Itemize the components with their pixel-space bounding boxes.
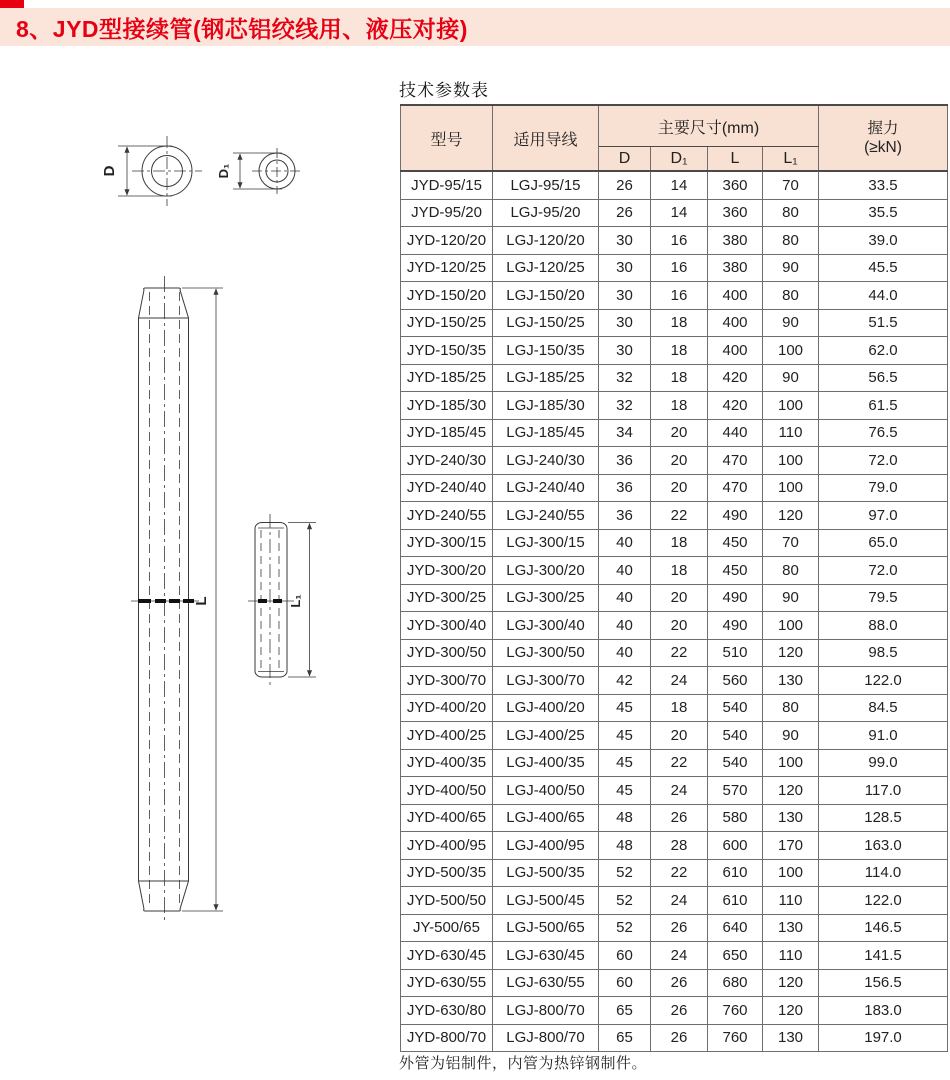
table-cell: LGJ-185/25 bbox=[493, 364, 599, 392]
header-sub-d: D bbox=[599, 147, 651, 172]
table-cell: LGJ-630/55 bbox=[493, 969, 599, 997]
table-cell: 30 bbox=[599, 337, 651, 365]
table-cell: LGJ-95/15 bbox=[493, 171, 599, 199]
table-cell: 80 bbox=[763, 282, 819, 310]
table-cell: 36 bbox=[599, 447, 651, 475]
table-cell: 20 bbox=[651, 584, 708, 612]
table-cell: JYD-630/80 bbox=[401, 997, 493, 1025]
table-cell: 114.0 bbox=[819, 859, 948, 887]
table-cell: 80 bbox=[763, 199, 819, 227]
table-cell: LGJ-400/95 bbox=[493, 832, 599, 860]
table-cell: 110 bbox=[763, 887, 819, 915]
table-cell: LGJ-800/70 bbox=[493, 1024, 599, 1052]
table-cell: 100 bbox=[763, 474, 819, 502]
table-cell: 39.0 bbox=[819, 227, 948, 255]
table-cell: 33.5 bbox=[819, 171, 948, 199]
table-cell: 183.0 bbox=[819, 997, 948, 1025]
table-row bbox=[401, 337, 948, 365]
table-cell: JYD-400/50 bbox=[401, 777, 493, 805]
table-cell: 26 bbox=[651, 997, 708, 1025]
table-cell: 16 bbox=[651, 282, 708, 310]
table-cell: 122.0 bbox=[819, 667, 948, 695]
table-cell: 100 bbox=[763, 859, 819, 887]
table-row bbox=[401, 804, 948, 832]
table-cell: 170 bbox=[763, 832, 819, 860]
table-cell: 360 bbox=[708, 199, 763, 227]
table-row bbox=[401, 309, 948, 337]
table-cell: JYD-400/95 bbox=[401, 832, 493, 860]
table-cell: 380 bbox=[708, 227, 763, 255]
table-cell: 97.0 bbox=[819, 502, 948, 530]
table-cell: LGJ-400/20 bbox=[493, 694, 599, 722]
table-cell: 70 bbox=[763, 529, 819, 557]
table-cell: JYD-185/30 bbox=[401, 392, 493, 420]
table-cell: LGJ-300/70 bbox=[493, 667, 599, 695]
table-cell: LGJ-500/35 bbox=[493, 859, 599, 887]
table-cell: 79.0 bbox=[819, 474, 948, 502]
table-cell: 680 bbox=[708, 969, 763, 997]
table-cell: 490 bbox=[708, 612, 763, 640]
table-cell: JYD-500/50 bbox=[401, 887, 493, 915]
table-cell: JYD-240/40 bbox=[401, 474, 493, 502]
table-cell: LGJ-120/25 bbox=[493, 254, 599, 282]
table-cell: 400 bbox=[708, 282, 763, 310]
table-row bbox=[401, 749, 948, 777]
header-sub-l1: L₁ bbox=[763, 147, 819, 172]
dimension-label-d: D bbox=[101, 165, 118, 177]
table-row bbox=[401, 419, 948, 447]
table-cell: LGJ-400/50 bbox=[493, 777, 599, 805]
table-cell: 470 bbox=[708, 447, 763, 475]
table-row bbox=[401, 474, 948, 502]
dimension-label-l1: L₁ bbox=[288, 594, 303, 608]
table-cell: LGJ-185/45 bbox=[493, 419, 599, 447]
table-cell: 26 bbox=[651, 914, 708, 942]
table-cell: 44.0 bbox=[819, 282, 948, 310]
table-cell: 65 bbox=[599, 997, 651, 1025]
table-row bbox=[401, 639, 948, 667]
table-row bbox=[401, 914, 948, 942]
table-cell: 110 bbox=[763, 942, 819, 970]
table-body bbox=[401, 171, 948, 1052]
table-cell: 540 bbox=[708, 694, 763, 722]
table-cell: 60 bbox=[599, 942, 651, 970]
table-cell: 98.5 bbox=[819, 639, 948, 667]
table-cell: LGJ-120/20 bbox=[493, 227, 599, 255]
table-caption: 技术参数表 bbox=[399, 81, 489, 100]
table-row bbox=[401, 282, 948, 310]
table-cell: 120 bbox=[763, 502, 819, 530]
table-cell: 90 bbox=[763, 722, 819, 750]
table-cell: 40 bbox=[599, 529, 651, 557]
table-cell: 90 bbox=[763, 309, 819, 337]
table-cell: 610 bbox=[708, 887, 763, 915]
table-cell: 32 bbox=[599, 392, 651, 420]
technical-drawing bbox=[0, 0, 400, 960]
table-cell: LGJ-800/70 bbox=[493, 997, 599, 1025]
table-cell: 36 bbox=[599, 502, 651, 530]
header-sub-l: L bbox=[708, 147, 763, 172]
table-cell: 100 bbox=[763, 612, 819, 640]
table-cell: 91.0 bbox=[819, 722, 948, 750]
table-cell: LGJ-300/20 bbox=[493, 557, 599, 585]
table-cell: 79.5 bbox=[819, 584, 948, 612]
table-cell: 490 bbox=[708, 584, 763, 612]
table-cell: 48 bbox=[599, 804, 651, 832]
table-cell: 72.0 bbox=[819, 557, 948, 585]
table-cell: JYD-500/35 bbox=[401, 859, 493, 887]
table-cell: JYD-120/20 bbox=[401, 227, 493, 255]
table-cell: 22 bbox=[651, 859, 708, 887]
table-cell: 120 bbox=[763, 777, 819, 805]
table-row bbox=[401, 1024, 948, 1052]
table-cell: 540 bbox=[708, 722, 763, 750]
table-cell: 560 bbox=[708, 667, 763, 695]
table-cell: LGJ-300/15 bbox=[493, 529, 599, 557]
table-cell: 146.5 bbox=[819, 914, 948, 942]
table-cell: 360 bbox=[708, 171, 763, 199]
table-row bbox=[401, 171, 948, 199]
table-cell: 40 bbox=[599, 584, 651, 612]
table-cell: 490 bbox=[708, 502, 763, 530]
table-cell: 61.5 bbox=[819, 392, 948, 420]
table-cell: 18 bbox=[651, 392, 708, 420]
table-cell: 84.5 bbox=[819, 694, 948, 722]
table-cell: 14 bbox=[651, 171, 708, 199]
table-cell: LGJ-500/65 bbox=[493, 914, 599, 942]
table-cell: 20 bbox=[651, 419, 708, 447]
table-cell: LGJ-300/50 bbox=[493, 639, 599, 667]
table-row bbox=[401, 502, 948, 530]
table-cell: 24 bbox=[651, 942, 708, 970]
table-cell: JYD-400/25 bbox=[401, 722, 493, 750]
table-cell: 52 bbox=[599, 887, 651, 915]
table-cell: 760 bbox=[708, 1024, 763, 1052]
table-cell: 440 bbox=[708, 419, 763, 447]
table-cell: 20 bbox=[651, 722, 708, 750]
table-cell: 70 bbox=[763, 171, 819, 199]
table-cell: 34 bbox=[599, 419, 651, 447]
tube-long bbox=[131, 276, 223, 922]
table-cell: JYD-400/65 bbox=[401, 804, 493, 832]
table-cell: 100 bbox=[763, 337, 819, 365]
table-cell: 20 bbox=[651, 447, 708, 475]
table-cell: 40 bbox=[599, 557, 651, 585]
table-cell: 45.5 bbox=[819, 254, 948, 282]
table-cell: 42 bbox=[599, 667, 651, 695]
table-cell: 22 bbox=[651, 749, 708, 777]
footnote: 外管为铝制件，内管为热锌钢制件。 bbox=[399, 1055, 648, 1072]
table-cell: 16 bbox=[651, 227, 708, 255]
table-cell: LGJ-240/40 bbox=[493, 474, 599, 502]
table-cell: LGJ-300/40 bbox=[493, 612, 599, 640]
table-cell: 650 bbox=[708, 942, 763, 970]
table-cell: JYD-95/15 bbox=[401, 171, 493, 199]
table-cell: LGJ-150/35 bbox=[493, 337, 599, 365]
table-cell: 80 bbox=[763, 557, 819, 585]
header-sub-d1: D₁ bbox=[651, 147, 708, 172]
table-cell: LGJ-500/45 bbox=[493, 887, 599, 915]
table-cell: 130 bbox=[763, 804, 819, 832]
table-cell: 40 bbox=[599, 612, 651, 640]
table-row bbox=[401, 584, 948, 612]
table-cell: 88.0 bbox=[819, 612, 948, 640]
table-cell: 510 bbox=[708, 639, 763, 667]
table-cell: JYD-95/20 bbox=[401, 199, 493, 227]
table-cell: 26 bbox=[651, 1024, 708, 1052]
table-cell: 420 bbox=[708, 392, 763, 420]
table-cell: 20 bbox=[651, 612, 708, 640]
table-cell: 400 bbox=[708, 337, 763, 365]
table-row bbox=[401, 392, 948, 420]
table-cell: 130 bbox=[763, 914, 819, 942]
table-cell: JYD-240/30 bbox=[401, 447, 493, 475]
table-cell: LGJ-240/55 bbox=[493, 502, 599, 530]
table-cell: 120 bbox=[763, 997, 819, 1025]
header-conductor: 适用导线 bbox=[493, 105, 599, 171]
table-cell: 24 bbox=[651, 887, 708, 915]
table-cell: 72.0 bbox=[819, 447, 948, 475]
table-row bbox=[401, 254, 948, 282]
table-cell: 80 bbox=[763, 227, 819, 255]
table-cell: 62.0 bbox=[819, 337, 948, 365]
table-cell: JYD-300/20 bbox=[401, 557, 493, 585]
table-header bbox=[401, 105, 948, 171]
table-cell: LGJ-185/30 bbox=[493, 392, 599, 420]
table-cell: JYD-120/25 bbox=[401, 254, 493, 282]
table-cell: 18 bbox=[651, 337, 708, 365]
table-cell: 110 bbox=[763, 419, 819, 447]
table-cell: 30 bbox=[599, 309, 651, 337]
table-cell: 32 bbox=[599, 364, 651, 392]
table-cell: LGJ-150/20 bbox=[493, 282, 599, 310]
table-cell: 28 bbox=[651, 832, 708, 860]
table-cell: 120 bbox=[763, 639, 819, 667]
spec-table bbox=[400, 104, 948, 1052]
table-cell: 24 bbox=[651, 777, 708, 805]
table-cell: 36 bbox=[599, 474, 651, 502]
table-cell: 76.5 bbox=[819, 419, 948, 447]
table-cell: 120 bbox=[763, 969, 819, 997]
table-cell: 16 bbox=[651, 254, 708, 282]
table-row bbox=[401, 832, 948, 860]
table-cell: LGJ-400/65 bbox=[493, 804, 599, 832]
table-cell: LGJ-150/25 bbox=[493, 309, 599, 337]
dimension-label-d1: D₁ bbox=[216, 163, 231, 179]
table-cell: 450 bbox=[708, 557, 763, 585]
table-cell: 45 bbox=[599, 694, 651, 722]
table-cell: 600 bbox=[708, 832, 763, 860]
table-cell: 450 bbox=[708, 529, 763, 557]
table-row bbox=[401, 997, 948, 1025]
table-cell: 100 bbox=[763, 749, 819, 777]
table-cell: 65.0 bbox=[819, 529, 948, 557]
table-cell: JYD-300/25 bbox=[401, 584, 493, 612]
table-cell: 22 bbox=[651, 639, 708, 667]
table-cell: 90 bbox=[763, 364, 819, 392]
table-cell: 540 bbox=[708, 749, 763, 777]
table-cell: JYD-630/45 bbox=[401, 942, 493, 970]
cross-section-d1 bbox=[216, 148, 302, 194]
header-grip-line1: 握力 bbox=[867, 119, 899, 137]
table-cell: 45 bbox=[599, 777, 651, 805]
table-cell: JYD-630/55 bbox=[401, 969, 493, 997]
table-cell: 570 bbox=[708, 777, 763, 805]
table-cell: LGJ-300/25 bbox=[493, 584, 599, 612]
table-cell: 128.5 bbox=[819, 804, 948, 832]
table-cell: 156.5 bbox=[819, 969, 948, 997]
table-cell: 197.0 bbox=[819, 1024, 948, 1052]
header-grip bbox=[819, 105, 948, 171]
table-cell: 100 bbox=[763, 447, 819, 475]
table-cell: 22 bbox=[651, 502, 708, 530]
table-cell: 80 bbox=[763, 694, 819, 722]
table-cell: 45 bbox=[599, 749, 651, 777]
table-cell: 26 bbox=[599, 199, 651, 227]
table-cell: 48 bbox=[599, 832, 651, 860]
table-row bbox=[401, 612, 948, 640]
table-cell: JYD-150/20 bbox=[401, 282, 493, 310]
table-cell: JYD-240/55 bbox=[401, 502, 493, 530]
table-cell: 760 bbox=[708, 997, 763, 1025]
table-row bbox=[401, 969, 948, 997]
table-cell: LGJ-240/30 bbox=[493, 447, 599, 475]
table-cell: 30 bbox=[599, 282, 651, 310]
table-cell: 99.0 bbox=[819, 749, 948, 777]
table-cell: JYD-400/20 bbox=[401, 694, 493, 722]
dimension-label-l: L bbox=[193, 596, 210, 606]
table-cell: JYD-300/40 bbox=[401, 612, 493, 640]
table-cell: 52 bbox=[599, 914, 651, 942]
table-cell: JYD-300/15 bbox=[401, 529, 493, 557]
table-row bbox=[401, 667, 948, 695]
table-cell: 470 bbox=[708, 474, 763, 502]
table-cell: 18 bbox=[651, 364, 708, 392]
table-cell: 51.5 bbox=[819, 309, 948, 337]
table-cell: 26 bbox=[651, 804, 708, 832]
table-cell: 26 bbox=[599, 171, 651, 199]
table-cell: 130 bbox=[763, 1024, 819, 1052]
table-cell: JYD-400/35 bbox=[401, 749, 493, 777]
table-cell: 35.5 bbox=[819, 199, 948, 227]
table-cell: 163.0 bbox=[819, 832, 948, 860]
table-row bbox=[401, 942, 948, 970]
table-cell: JY-500/65 bbox=[401, 914, 493, 942]
table-cell: JYD-150/35 bbox=[401, 337, 493, 365]
table-row bbox=[401, 199, 948, 227]
table-cell: 40 bbox=[599, 639, 651, 667]
table-cell: LGJ-630/45 bbox=[493, 942, 599, 970]
section-title: 8、JYD型接续管(钢芯铝绞线用、液压对接) bbox=[16, 15, 468, 42]
table-cell: 30 bbox=[599, 227, 651, 255]
table-cell: 100 bbox=[763, 392, 819, 420]
tube-short bbox=[248, 514, 316, 686]
table-cell: 30 bbox=[599, 254, 651, 282]
table-cell: 117.0 bbox=[819, 777, 948, 805]
table-cell: 90 bbox=[763, 584, 819, 612]
table-cell: 60 bbox=[599, 969, 651, 997]
table-row bbox=[401, 694, 948, 722]
table-cell: 56.5 bbox=[819, 364, 948, 392]
table-cell: 400 bbox=[708, 309, 763, 337]
table-cell: 640 bbox=[708, 914, 763, 942]
table-cell: LGJ-400/35 bbox=[493, 749, 599, 777]
table-cell: 90 bbox=[763, 254, 819, 282]
table-cell: 380 bbox=[708, 254, 763, 282]
table-row bbox=[401, 722, 948, 750]
table-cell: JYD-300/50 bbox=[401, 639, 493, 667]
table-cell: JYD-185/45 bbox=[401, 419, 493, 447]
table-cell: JYD-300/70 bbox=[401, 667, 493, 695]
table-cell: 14 bbox=[651, 199, 708, 227]
table-cell: LGJ-400/25 bbox=[493, 722, 599, 750]
table-cell: 20 bbox=[651, 474, 708, 502]
table-cell: 122.0 bbox=[819, 887, 948, 915]
table-cell: JYD-150/25 bbox=[401, 309, 493, 337]
header-dimensions: 主要尺寸(mm) bbox=[599, 105, 819, 147]
table-cell: JYD-185/25 bbox=[401, 364, 493, 392]
table-row bbox=[401, 557, 948, 585]
table-row bbox=[401, 887, 948, 915]
table-cell: 18 bbox=[651, 309, 708, 337]
header-model: 型号 bbox=[401, 105, 493, 171]
table-row bbox=[401, 447, 948, 475]
table-cell: 65 bbox=[599, 1024, 651, 1052]
table-cell: 18 bbox=[651, 529, 708, 557]
table-cell: 45 bbox=[599, 722, 651, 750]
table-cell: LGJ-95/20 bbox=[493, 199, 599, 227]
table-cell: 18 bbox=[651, 557, 708, 585]
table-cell: 130 bbox=[763, 667, 819, 695]
table-cell: 420 bbox=[708, 364, 763, 392]
table-row bbox=[401, 529, 948, 557]
table-row bbox=[401, 227, 948, 255]
table-row bbox=[401, 364, 948, 392]
table-cell: 580 bbox=[708, 804, 763, 832]
table-cell: 610 bbox=[708, 859, 763, 887]
cross-section-d bbox=[101, 136, 202, 206]
table-cell: JYD-800/70 bbox=[401, 1024, 493, 1052]
table-cell: 141.5 bbox=[819, 942, 948, 970]
header-grip-line2: (≥kN) bbox=[864, 139, 902, 156]
table-cell: 52 bbox=[599, 859, 651, 887]
table-cell: 26 bbox=[651, 969, 708, 997]
table-cell: 24 bbox=[651, 667, 708, 695]
table-row bbox=[401, 777, 948, 805]
table-cell: 18 bbox=[651, 694, 708, 722]
table-row bbox=[401, 859, 948, 887]
